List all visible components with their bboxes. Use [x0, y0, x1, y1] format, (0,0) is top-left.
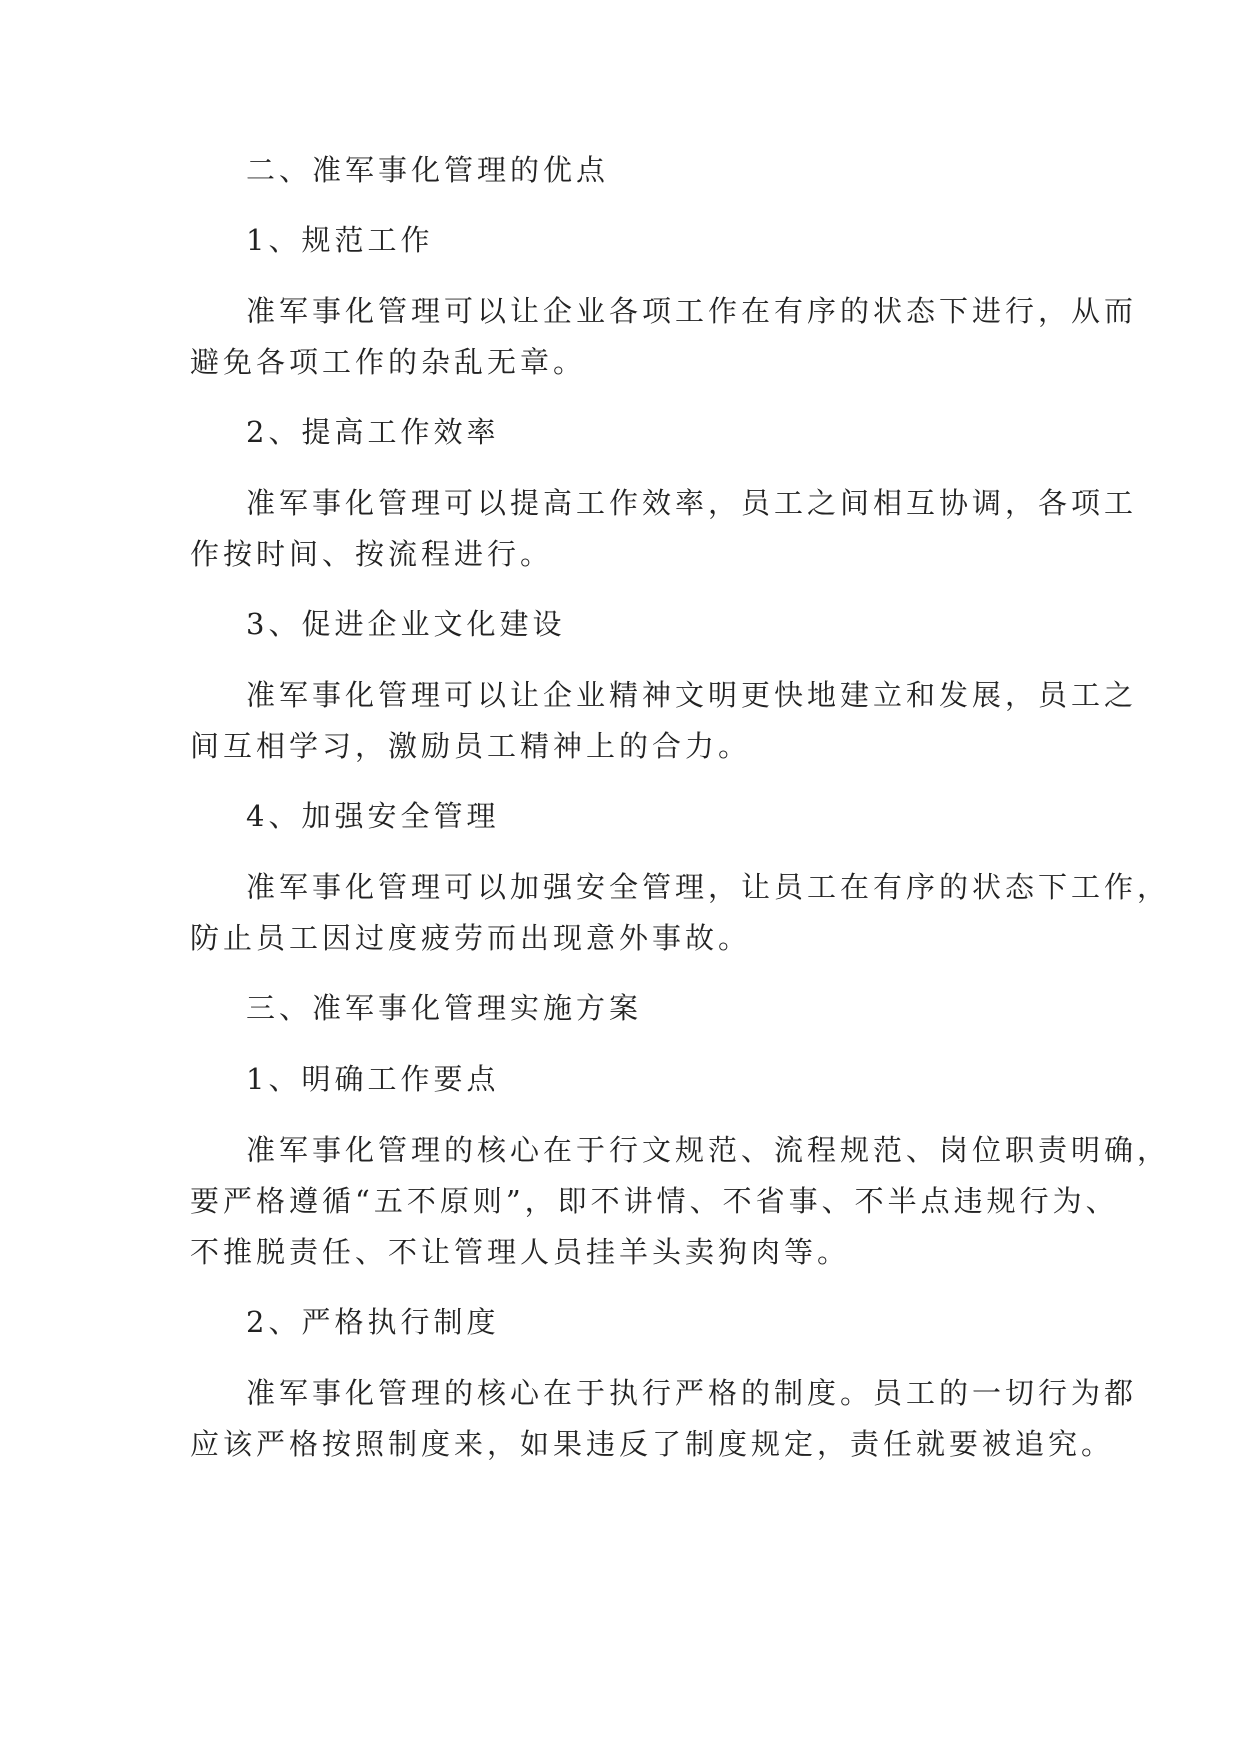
paragraph-line: 防止员工因过度疲劳而出现意外事故。	[190, 921, 752, 955]
paragraph-line: 准军事化管理的核心在于行文规范、流程规范、岗位职责明确，	[246, 1133, 1171, 1167]
item-title: 4、加强安全管理	[246, 799, 500, 833]
paragraph-line: 不推脱责任、不让管理人员挂羊头卖狗肉等。	[190, 1235, 851, 1269]
paragraph-line: 准军事化管理可以提高工作效率，员工之间相互协调，各项工	[246, 486, 1138, 520]
item-title: 3、促进企业文化建设	[246, 607, 566, 641]
paragraph-line: 作按时间、按流程进行。	[190, 537, 554, 571]
paragraph-line: 要严格遵循“五不原则”，即不讲情、不省事、不半点违规行为、	[190, 1184, 1119, 1218]
paragraph-line: 准军事化管理可以加强安全管理，让员工在有序的状态下工作，	[246, 870, 1171, 904]
paragraph-line: 间互相学习，激励员工精神上的合力。	[190, 729, 752, 763]
item-title: 2、提高工作效率	[246, 415, 500, 449]
paragraph-line: 应该严格按照制度来，如果违反了制度规定，责任就要被追究。	[190, 1427, 1115, 1461]
section-heading: 二、准军事化管理的优点	[246, 153, 610, 187]
item-title: 2、严格执行制度	[246, 1305, 500, 1339]
paragraph-line: 避免各项工作的杂乱无章。	[190, 345, 587, 379]
section-heading: 三、准军事化管理实施方案	[246, 991, 643, 1025]
paragraph-line: 准军事化管理可以让企业各项工作在有序的状态下进行，从而	[246, 294, 1138, 328]
paragraph-line: 准军事化管理可以让企业精神文明更快地建立和发展，员工之	[246, 678, 1138, 712]
item-title: 1、规范工作	[246, 223, 434, 257]
item-title: 1、明确工作要点	[246, 1062, 500, 1096]
paragraph-line: 准军事化管理的核心在于执行严格的制度。员工的一切行为都	[246, 1376, 1138, 1410]
